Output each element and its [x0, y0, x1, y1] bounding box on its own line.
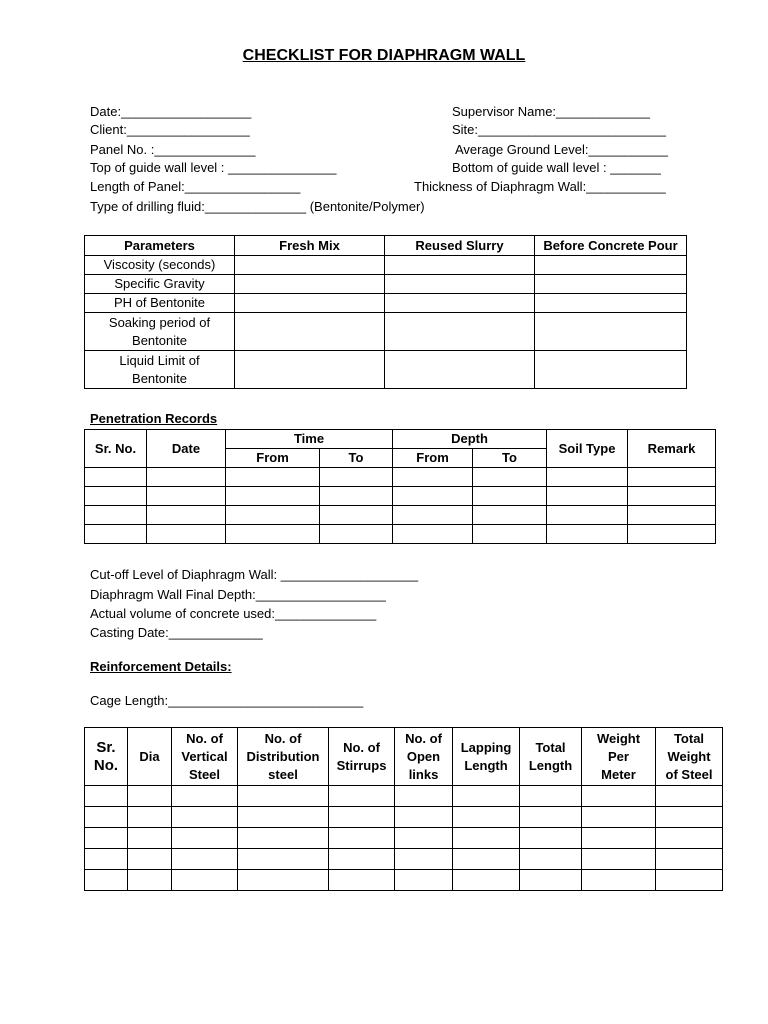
reinforcement-header-9: Total Weight of Steel: [656, 728, 723, 786]
length-panel-field: Length of Panel:________________: [90, 179, 301, 194]
header-time-to: To: [320, 449, 393, 468]
reinforcement-header-8: Weight Per Meter: [582, 728, 656, 786]
reinforcement-header-3: No. of Distribution steel: [238, 728, 329, 786]
top-guide-wall-field: Top of guide wall level : _______________: [90, 160, 337, 175]
header-sr-no: Sr. No.: [85, 430, 147, 468]
reinforcement-header-0: Sr. No.: [85, 728, 128, 786]
reinforcement-header-1: Dia: [128, 728, 172, 786]
parameters-table: [84, 235, 687, 389]
date-field: Date:__________________: [90, 104, 252, 119]
reinforcement-row: [85, 828, 723, 849]
cutoff-level-field: Cut-off Level of Diaphragm Wall: ___________________: [90, 567, 419, 582]
header-reused-slurry: Reused Slurry: [385, 236, 535, 256]
reinforcement-row: [85, 807, 723, 828]
header-before-concrete-pour: Before Concrete Pour: [535, 236, 687, 256]
casting-date-field: Casting Date:_____________: [90, 625, 263, 640]
reinforcement-table: [84, 727, 723, 891]
penetration-row: [85, 468, 716, 487]
header-parameters: Parameters: [85, 236, 235, 256]
panel-no-field: Panel No. :______________: [90, 142, 256, 157]
bottom-guide-wall-field: Bottom of guide wall level : _______: [452, 160, 661, 175]
param-soaking-period: Soaking period of Bentonite: [85, 313, 235, 351]
thickness-field: Thickness of Diaphragm Wall:___________: [414, 179, 666, 194]
penetration-heading: Penetration Records: [90, 411, 218, 426]
header-depth-to: To: [473, 449, 547, 468]
client-field: Client:_________________: [90, 122, 250, 137]
reinforcement-header-7: Total Length: [520, 728, 582, 786]
reinforcement-row: [85, 849, 723, 870]
reinforcement-heading: Reinforcement Details:: [90, 659, 232, 674]
penetration-row: [85, 487, 716, 506]
supervisor-field: Supervisor Name:_____________: [452, 104, 651, 119]
final-depth-field: Diaphragm Wall Final Depth:__________________: [90, 587, 386, 602]
reinforcement-row: [85, 786, 723, 807]
penetration-table: [84, 429, 716, 544]
param-liquid-limit: Liquid Limit of Bentonite: [85, 351, 235, 389]
site-field: Site:__________________________: [452, 122, 666, 137]
param-viscosity: Viscosity (seconds): [85, 256, 235, 275]
penetration-row: [85, 506, 716, 525]
avg-ground-level-field: Average Ground Level:___________: [455, 142, 668, 157]
concrete-volume-field: Actual volume of concrete used:______________: [90, 606, 377, 621]
page-title: CHECKLIST FOR DIAPHRAGM WALL: [242, 47, 526, 64]
penetration-row: [85, 525, 716, 544]
reinforcement-row: [85, 870, 723, 891]
reinforcement-header-6: Lapping Length: [453, 728, 520, 786]
header-time: Time: [226, 430, 393, 449]
header-depth-from: From: [393, 449, 473, 468]
reinforcement-header-2: No. of Vertical Steel: [172, 728, 238, 786]
header-remark: Remark: [628, 430, 716, 468]
drilling-fluid-field: Type of drilling fluid:______________ (Bentonite/Polymer): [90, 199, 425, 214]
header-date: Date: [147, 430, 226, 468]
header-time-from: From: [226, 449, 320, 468]
header-fresh-mix: Fresh Mix: [235, 236, 385, 256]
cage-length-field: Cage Length:___________________________: [90, 693, 364, 708]
header-soil-type: Soil Type: [547, 430, 628, 468]
reinforcement-header-4: No. of Stirrups: [329, 728, 395, 786]
param-specific-gravity: Specific Gravity: [85, 275, 235, 294]
reinforcement-header-5: No. of Open links: [395, 728, 453, 786]
header-depth: Depth: [393, 430, 547, 449]
param-ph: PH of Bentonite: [85, 294, 235, 313]
